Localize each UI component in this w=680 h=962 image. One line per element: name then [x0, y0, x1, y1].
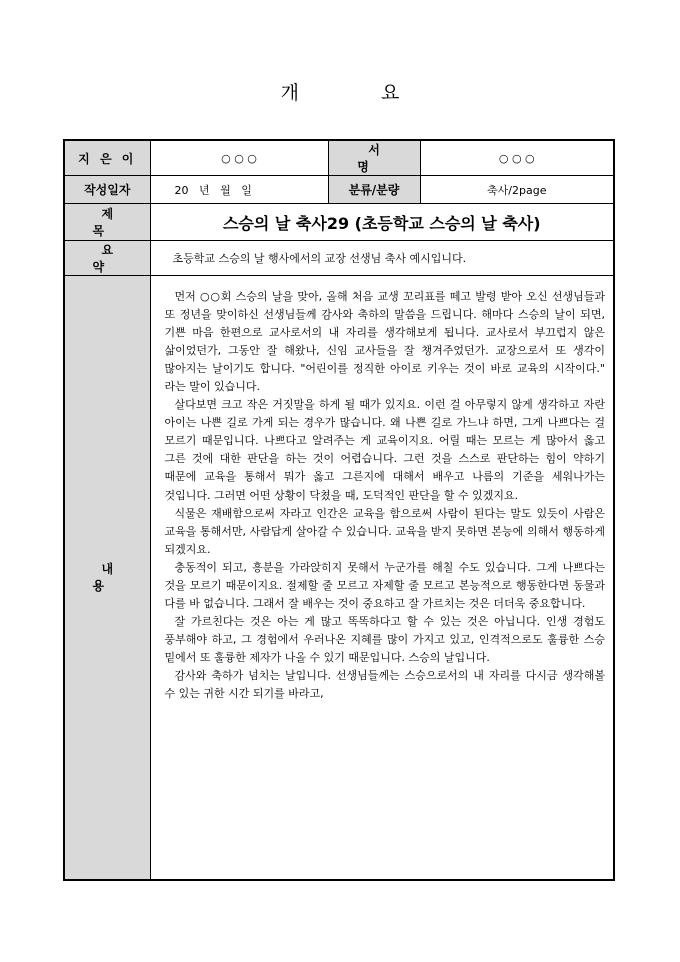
content-paragraph: 감사와 축하가 넘치는 날입니다. 선생님들께는 스승으로서의 내 자리를 다시금 생각해볼 수 있는 귀한 시간 되기를 바라고,	[164, 668, 605, 701]
content-paragraph: 살다보면 크고 작은 거짓말을 하게 될 때가 있지요. 이런 걸 아무렇지 않게 생각하고 자란 아이는 나쁜 길로 가게 되는 경우가 많습니다. 왜 나쁜 길로 가느냐 하면, 그게 나쁘다는 걸 모르기 때문입니다. 나쁘다고 알려주는 게 교육이지요. 어릴 때는 모르는 게 많아서 옳고 그른 것에 대한 판단을 하는 것이 어렵습니다. 그런 것을 스스로 판단하는 힘이 약하기 때문에 교육을 통해서 뭐가 옳고 그른지에 대해서 배우고 나름의 기준을 세워나가는 것입니다. 그러면 어떤 상황이 닥쳤을 때, 도덕적인 판단을 할 수 있겠지요.	[164, 398, 605, 502]
summary-row	[64, 241, 614, 276]
info-table	[63, 139, 615, 881]
author-row	[64, 140, 614, 176]
content-paragraph: 먼저 ○○회 스승의 날을 맞아, 올해 처음 교생 꼬리표를 떼고 발령 받아 오신 선생님들과 또 정년을 맞이하신 선생님들께 감사와 축하의 말씀을 드립니다. 해마다 스승의 날이 되면, 기쁜 마음 한편으로 교사로서의 내 자리를 생각해보게 됩니다. 교사로서 부끄럽지 않은 삶이었던가, 그동안 잘 해왔나, 신임 교사들을 잘 챙겨주었던가. 교장으로서 또 생각이 많아지는 날이기도 합니다. "어린이를 정직한 아이로 키우는 것이 바로 교육의 시작이다." 라는 말이 있습니다.	[164, 290, 605, 394]
author-label-cell	[64, 140, 150, 176]
content-label-cell	[64, 276, 150, 880]
author-label: 지 은 이	[78, 151, 137, 166]
subject-value: 스승의 날 축사29 (초등학교 스승의 날 축사)	[150, 204, 614, 241]
subject-label-cell	[64, 204, 150, 241]
date-row	[64, 176, 614, 204]
summary-value: 초등학교 스승의 날 행사에서의 교장 선생님 축사 예시입니다.	[150, 241, 614, 276]
document-title: 개 요	[280, 82, 438, 104]
date-value: 20 년 월 일	[150, 176, 328, 204]
date-label: 작성일자	[64, 176, 150, 204]
content-paragraph: 충동적이 되고, 흥분을 가라앉히지 못해서 누군가를 해칠 수도 있습니다. 그게 나쁘다는 것을 모르기 때문이지요. 절제할 줄 모르고 자제할 줄 모르고 본능적으로 행동한다면 동물과 다를 바 없습니다. 그래서 잘 배우는 것이 중요하고 잘 가르치는 것은 더더욱 중요합니다.	[164, 560, 605, 610]
signature-label-cell	[328, 140, 420, 176]
signature-value: ○ ○ ○	[420, 140, 614, 176]
category-label: 분류/분량	[328, 176, 420, 204]
signature-label: 서 명	[357, 143, 402, 174]
content-row	[64, 276, 614, 880]
content-body	[150, 276, 614, 880]
summary-label-cell	[64, 241, 150, 276]
content-label: 내 용	[92, 562, 132, 594]
category-value: 축사/2page	[420, 176, 614, 204]
content-paragraph: 잘 가르친다는 것은 아는 게 많고 똑똑하다고 할 수 있는 것은 아닙니다. 인생 경험도 풍부해야 하고, 그 경험에서 우러나온 지혜를 많이 가지고 있고, 인격적으로도 훌륭한 스승 밑에서 또 훌륭한 제자가 나올 수 있기 때문입니다. 스승의 날입니다.	[164, 614, 605, 664]
subject-row	[64, 204, 614, 241]
content-paragraph: 식물은 재배함으로써 자라고 인간은 교육을 함으로써 사람이 된다는 말도 있듯이 사람은 교육을 통해서만, 사람답게 살아갈 수 있습니다. 교육을 받지 못하면 본능에 의해서 행동하게 되겠지요.	[164, 506, 605, 556]
summary-label: 요 약	[92, 243, 132, 274]
author-value: ○ ○ ○	[150, 140, 328, 176]
subject-label: 제 목	[92, 207, 132, 238]
